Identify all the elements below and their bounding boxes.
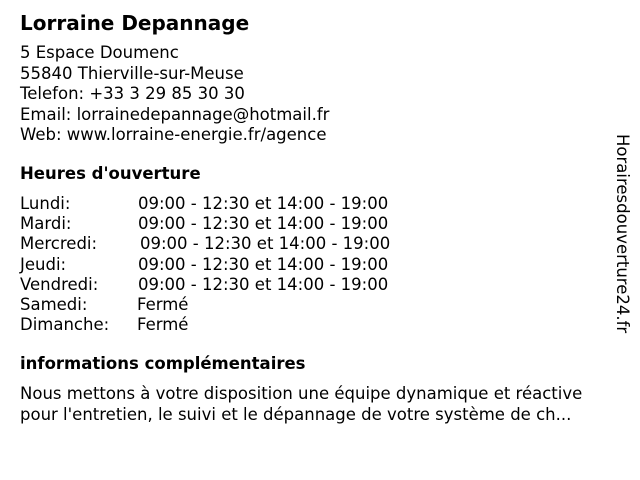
day-label: Vendredi: [20,274,99,294]
time-value: 09:00 - 12:30 et 14:00 - 19:00 [140,234,391,254]
contact-block [20,43,329,146]
address-line-2: 55840 Thierville-sur-Meuse [20,63,244,83]
time-value: Fermé [137,315,189,335]
info-line-2: pour l'entretien, le suivi et le dépannage de votre système de ch... [20,405,572,424]
day-label: Mardi: [20,214,72,234]
time-value: 09:00 - 12:30 et 14:00 - 19:00 [138,194,389,213]
phone-line: Telefon: +33 3 29 85 30 30 [20,84,245,103]
site-watermark: Horairesdouverture24.fr [613,134,632,334]
web-line: Web: www.lorraine-energie.fr/agence [20,125,327,144]
time-value: 09:00 - 12:30 et 14:00 - 19:00 [138,254,389,274]
hours-heading: Heures d'ouverture [20,164,201,183]
day-label: Samedi: [20,294,88,314]
info-heading: informations complémentaires [20,354,306,373]
address-line-1: 5 Espace Doumenc [20,43,179,62]
email-line: Email: lorrainedepannage@hotmail.fr [20,104,330,124]
business-name: Lorraine Depannage [20,11,250,35]
time-value: 09:00 - 12:30 et 14:00 - 19:00 [138,274,389,294]
info-description [20,383,620,425]
time-value: 09:00 - 12:30 et 14:00 - 19:00 [138,214,389,234]
day-label: Jeudi: [20,254,67,274]
day-label: Lundi: [20,194,71,213]
day-label: Dimanche: [20,315,110,335]
day-label: Mercredi: [20,234,98,254]
info-line-1: Nous mettons à votre disposition une équipe dynamique et réactive [20,384,583,403]
time-value: Fermé [137,294,189,314]
